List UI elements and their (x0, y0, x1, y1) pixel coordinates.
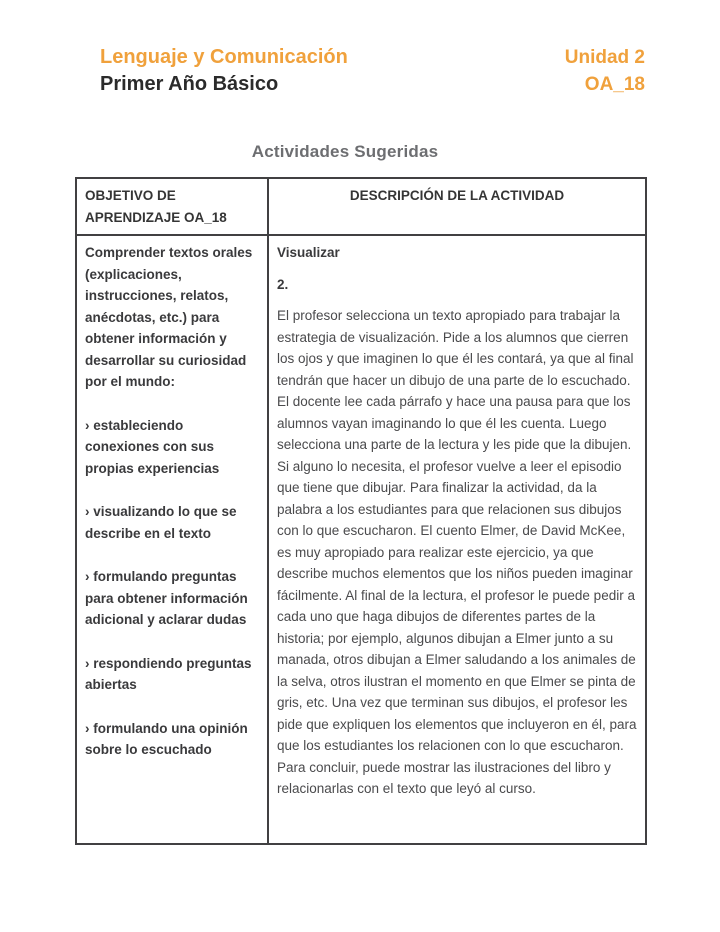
description-column-header: DESCRIPCIÓN DE LA ACTIVIDAD (268, 178, 646, 235)
activity-description-text: El profesor selecciona un texto apropiado para trabajar la estrategia de visualización. Pide a los alumnos que cierren los ojos y que imaginen lo que él les contará, ya que al final tendrán que hacer un dibujo de una parte de lo escuchado. El docente lee cada párrafo y hace una pausa para que los alumnos vayan imaginando lo que él les cuenta. Luego selecciona una parte de la lectura y les pide que la dibujen. Si alguno lo necesita, el profesor vuelve a leer el episodio que tiene que dibujar. Para finalizar la actividad, da la palabra a los estudiantes para que relacionen sus dibujos con lo que escucharon. El cuento Elmer, de David McKee, es muy apropiado para realizar este ejercicio, ya que describe muchos elementos que los niños pueden imaginar fácilmente. Al final de la lectura, el profesor le puede pedir a cada uno que haga dibujos de diferentes partes de la historia; por ejemplo, algunos dibujan a Elmer junto a su manada, otros dibujan a Elmer saludando a los animales de la selva, otros ilustran el momento en que Elmer se pinta de gris, etc. Una vez que terminan sus dibujos, el profesor les pide que expliquen los elementos que incluyeron en él, para que los estudiantes los relacionen con lo que escucharon. Para concluir, puede mostrar las ilustraciones del libro y relacionarlas con el texto que leyó al curso. (277, 308, 637, 796)
objective-column-header: OBJETIVO DE APRENDIZAJE OA_18 (76, 178, 268, 235)
activity-number: 2. (277, 276, 289, 292)
activity-strategy-label: Visualizar (277, 245, 340, 260)
objective-intro: Comprender textos orales (explicaciones, instrucciones, relatos, anécdotas, etc.) para obtener información y desarrollar su curiosidad por el mundo: (85, 245, 253, 389)
header-right-block (565, 44, 645, 98)
table-header-row (76, 178, 646, 235)
objective-bullet: › respondiendo preguntas abiertas (85, 655, 252, 692)
oa-code-label: OA_18 (584, 74, 645, 95)
objective-cell (76, 235, 268, 844)
objective-bullet: › formulando una opinión sobre lo escuchado (85, 720, 248, 757)
objective-bullet: › formulando preguntas para obtener información adicional y aclarar dudas (85, 569, 248, 627)
grade-level: Primer Año Básico (100, 73, 279, 95)
objective-bullet: › estableciendo conexiones con sus propias experiencias (85, 417, 220, 476)
subject-title: Lenguaje y Comunicación (100, 46, 348, 68)
header-left-block (100, 44, 348, 98)
unit-label: Unidad 2 (564, 47, 645, 68)
table-body-row (76, 235, 646, 844)
document-header (100, 0, 645, 98)
objective-bullet: › visualizando lo que se describe en el texto (85, 504, 237, 541)
activity-description-cell (268, 235, 646, 844)
page-title: Actividades Sugeridas (251, 142, 439, 161)
activities-table (75, 177, 647, 845)
